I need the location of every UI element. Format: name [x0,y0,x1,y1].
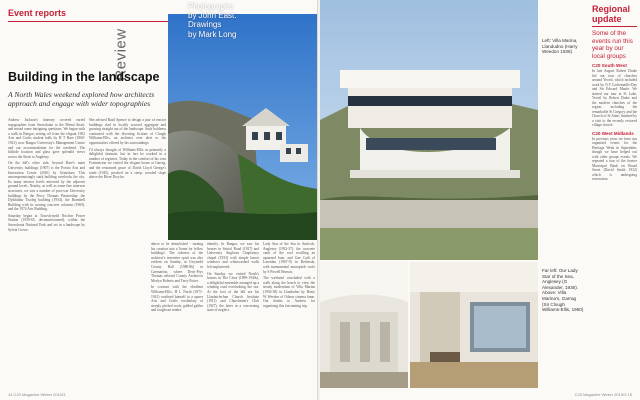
paragraph: On Sunday we visited North's houses in The Close (1899-1940s), a delightful ensemble arranged up a winding road overlooking the sea. At the foot of the hill are his Llanfairfechan Church Institute (1911) and Churchmen's Club (1927), the latter in a concerning state of neglect. [207,271,259,313]
sidebar-intro: Some of the events run this year by our local groups [592,30,633,60]
garreg-interior-photo [410,262,538,388]
body-column-3 [151,242,203,388]
page-footer-right: C20 Magazine Winter 2019/3 15 [574,392,632,397]
sidebar-section-text: In previous years we have run organised events for the Heritage Week in September, though we have helped out with other groups events. We repeated a tour of the former Municipal Bank on Broad Street (David Smith 1932) which is undergoing restoration. [592,136,637,182]
caption-villa-marina: Left: Villa Marina, Llandudno (Harry Weedon 1936) [542,38,578,55]
paragraph: Andrew Jackson's itinerary covered varied topographies from Snowdonia to the Menai Strait, and mixed some intriguing questions. We began with a walk in Bangor, setting off from the elegant 1902 Arts and Crafts student halls by H T Hare (1860-1921), now Bangor University's Management Centre and our accommodation for the weekend. The hillside location and glass gave splendid views across the Strait to Anglesey. [8,118,85,159]
paragraph: above to be demolished - turning his creation into a 'home for fellow buildings'. The richness of the architect's inventive spirit was also evident on Sunday, at Gwynedd County Hall (1980-86) in Caernarfon, where Dewi-Prys Thomas advised County Architects Merfyn Roberts and Terry Potter. [151,242,203,283]
body-column-4 [207,242,259,388]
credit-line: by Mark Long [188,29,237,39]
section-label-text: Review [112,27,130,81]
body-column-1 [8,118,85,388]
sidebar-section-heading: C20 West Midlands [592,130,634,136]
sidebar-title: Regional update [592,4,631,24]
villa-marina-photo [320,0,538,260]
paragraph: Saturday began at Trawsfynydd Nuclear Power Station (1959-65, decommissioned), within the Snowdonia National Park and set in a landscape by Sylvia Crowe. [8,213,85,232]
article-headline: Building in the landscape [8,70,160,84]
paragraph: I'd always thought of Williams-Ellis as primarily a delightful fantasist, but in fact he worked in a number of registers. Today in the comfort of his own Portmeirion we visited the elegant house at Garreg, and the restrained grace of David Lloyd George's tomb (1945), perched on a steep, wooded slope above the River Dwyfor. [89,147,166,180]
photo-credits [188,2,316,39]
regional-update-sidebar [588,0,640,400]
sidebar-section-heading: C20 South West [592,63,627,69]
article-standfirst: A North Wales weekend explored how architects approach and engage with wider topographies [8,90,155,108]
paragraph: identify. In Bangor, we saw his houses in Seiriol Road (1927) and University Anglican Chaplaincy chapel (1933) with simple lancet windows and whitewashed walls left unplastered. [207,242,259,269]
credit-line: by John East. [188,11,237,21]
body-column-2 [89,118,166,238]
cliffside-house-photo [168,14,318,240]
paragraph: In contrast with the ebullient Williams-Ellis, H L North (1871-1941) confined himself to a sparer Arts and Crafts vocabulary of steeply pitched roofs, gabled gables and roughcast render. [151,285,203,313]
paragraph: On the hill's other side, beyond Hare's main University buildings (1907) is the Pontio Arts and Innovation Centre (2016) by Grimshaw. This uncompromisingly stark building overlooks the city. Its many interior levels mirrored by the adjacent ground levels. Nearby, as well as some fine interwar structures, we saw a number of post-war University buildings by the Percy Thomas Partnership: the Dyddiadur Tisoleg building (1954), the Brambell Building with its soaring concrete columns (1969), and the 1974 Arts Building. [8,161,85,212]
paragraph: The weekend concluded with a walk along the beach to view the steady modernism of Villa Marina (1936-38) in Llandudno by Harry W Weedon of Odeon cinema fame. Our thanks to Andrew for organising this fascinating trip. [263,276,315,308]
section-kicker: Event reports [8,8,67,18]
credit-line: Drawings [188,20,222,30]
sidebar-rule [592,26,637,27]
paragraph: She advised Basil Spence to design a pair of reactor buildings clad in locally sourced aggregate and growing straight out of the landscape. Such boldness contrasted with the diverting fictions of Clough Williams-Ellis, an architect ever alert to the opportunities offered by his surroundings. [89,118,166,145]
right-page [320,0,640,400]
body-column-5 [263,242,315,388]
sidebar-section-text: In late August Robert Drake led our tour of churches around Yeovil, which included work by N F Cachemaille-Day and Sir Edward Maufe. We started our tour at St Luke, Yeovil by Robert Drake and the modern churches of the region, including the remarkable St Gregory and the Church of St Anne, finished by a visit to the recently restored village church. [592,69,637,128]
church-interior-photo [320,262,408,388]
left-page [0,0,318,400]
caption-interiors: Far left: Our Lady Star of the Sea, Anglesey (G Alexander, 1936). Above: Villa Marina's, Garrag (Sir Clough Williams-Ellis, 1950) [542,268,584,313]
credit-line: Photographs [188,2,234,11]
page-footer-left: 14 C20 Magazine Winter 2019/3 [8,392,66,397]
paragraph: Lady Star of the Sea in Amlwch, Anglesey (1932-37), the concrete vault of the roof recalling an upturned boat, and Gae Cadi of Lasenlau (1967-9) in Bethesda, with monumental monopitch roofs by S Powell Benson. [263,242,315,274]
